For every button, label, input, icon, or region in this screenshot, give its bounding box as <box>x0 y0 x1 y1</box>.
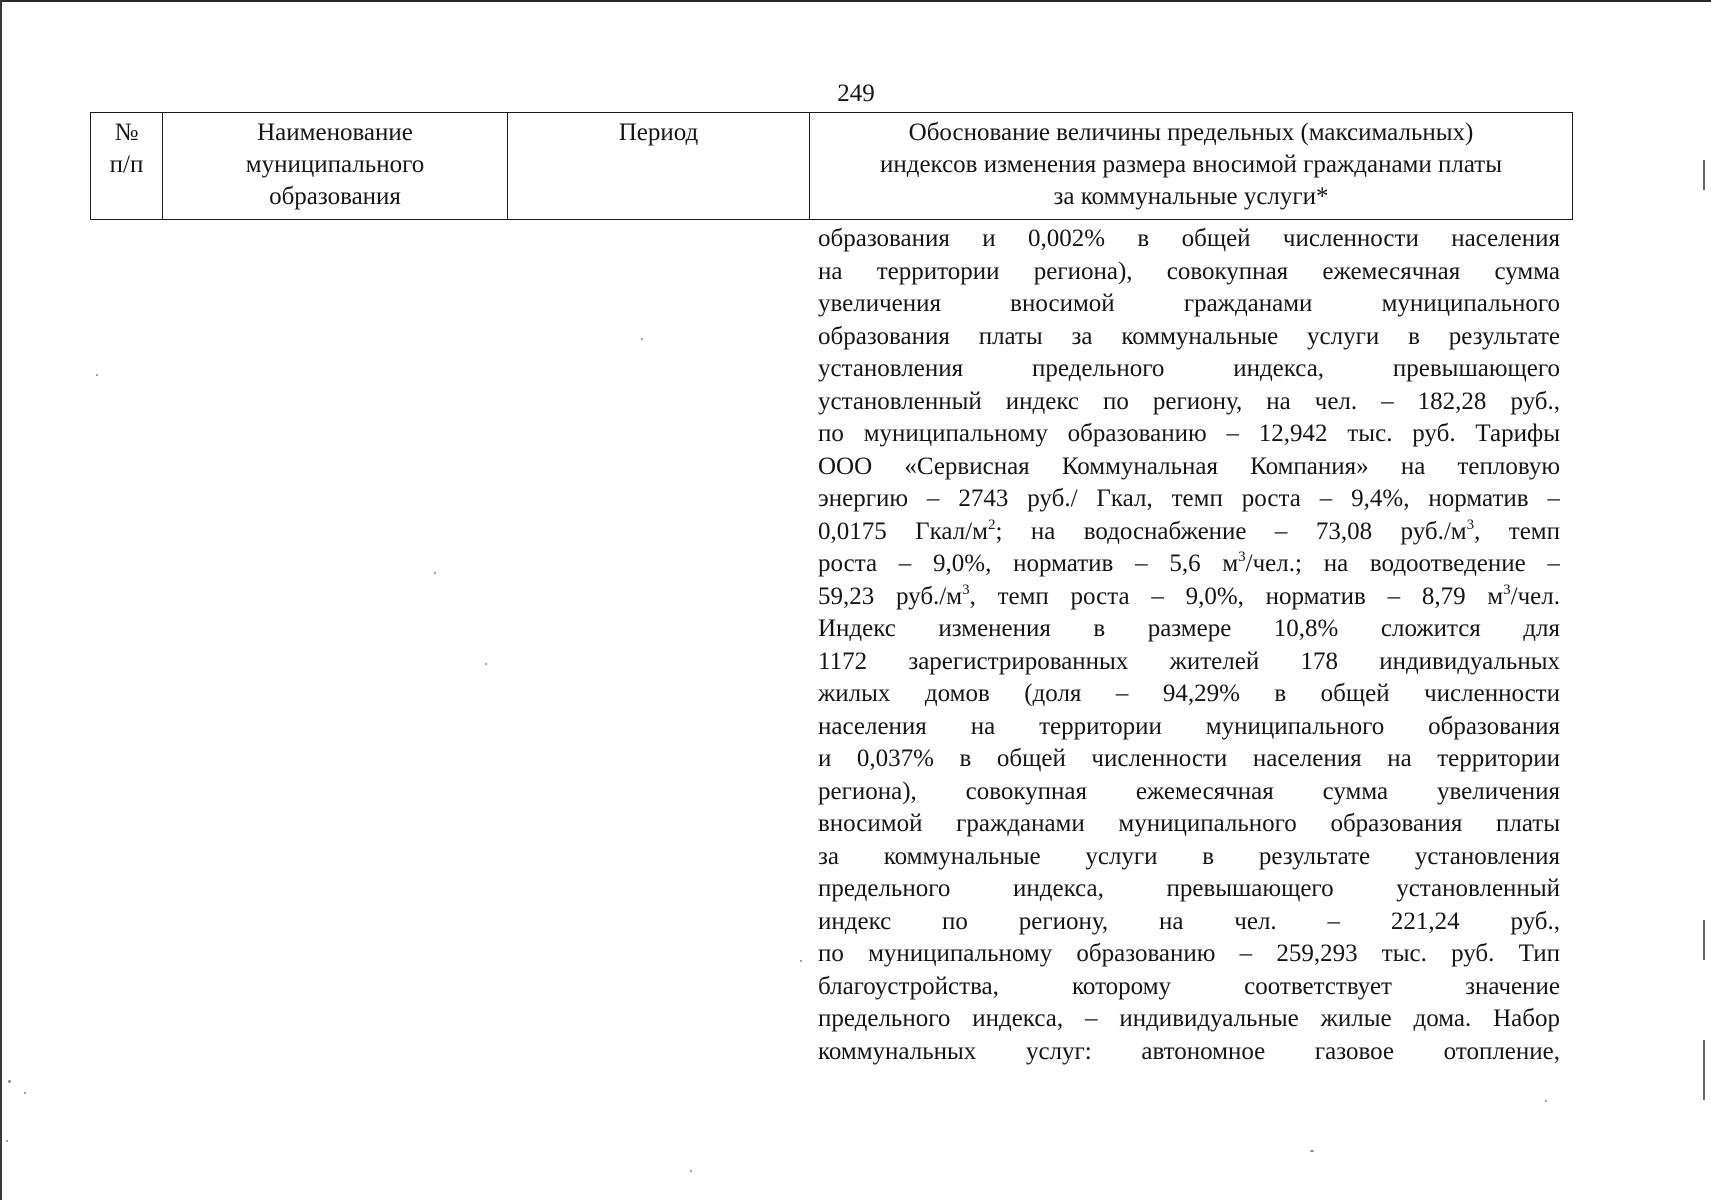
text-line: 1172 зарегистрированных жителей 178 индивидуальных <box>818 647 1560 675</box>
text-line: установленный индекс по региону, на чел. – 182,28 руб., <box>818 387 1560 415</box>
text-line: энергию – 2743 руб./ Гкал, темп роста – 9,4%, норматив – <box>818 485 1560 512</box>
header-text: Обоснование величины предельных (максимальных) <box>908 119 1474 146</box>
text-line <box>818 516 1560 549</box>
text-line: Индекс изменения в размере 10,8% сложится для <box>818 615 1560 642</box>
text-fragment: 0,0175 Гкал/м <box>818 517 988 545</box>
scan-speck <box>8 1080 11 1083</box>
text-fragment: ; на водоснабжение – 73,08 руб./м <box>995 517 1467 545</box>
scan-speck <box>1545 1100 1547 1102</box>
scan-speck <box>6 1140 8 1142</box>
page-number: 249 <box>837 80 875 107</box>
table-header <box>90 112 1573 220</box>
scan-speck <box>24 1092 26 1094</box>
scan-speck <box>485 663 487 665</box>
text-line <box>818 548 1560 581</box>
scan-speck <box>800 960 802 962</box>
scan-edge-left <box>0 0 2 1200</box>
text-line: за коммунальные услуги в результате установления <box>818 842 1560 870</box>
text-line: образования платы за коммунальные услуги в результате <box>818 322 1560 350</box>
text-line: региона), совокупная ежемесячная сумма увеличения <box>818 777 1560 805</box>
header-text: Период <box>618 119 699 146</box>
text-fragment: , темп <box>1474 517 1560 545</box>
text-line: по муниципальному образованию – 12,942 тыс. руб. Тарифы <box>818 420 1560 447</box>
header-text: муниципального <box>245 151 425 178</box>
text-line: жилых домов (доля – 94,29% в общей численности <box>818 680 1560 707</box>
superscript: 3 <box>1238 549 1246 565</box>
scan-edge-mark <box>1703 160 1705 190</box>
text-fragment: , темп роста – 9,0%, норматив – 8,79 м <box>969 582 1504 610</box>
header-text: п/п <box>109 151 144 178</box>
text-line: коммунальных услуг: автономное газовое отопление, <box>818 1037 1560 1065</box>
text-line: ООО «Сервисная Коммунальная Компания» на тепловую <box>818 452 1560 480</box>
header-cell-municipality <box>163 113 508 219</box>
text-fragment: 59,23 руб./м <box>818 582 963 610</box>
header-text: № <box>114 119 139 146</box>
superscript: 3 <box>962 581 970 598</box>
text-line: установления предельного индекса, превышающего <box>818 355 1560 382</box>
header-cell-period <box>508 113 810 219</box>
scan-speck <box>96 374 98 376</box>
header-cell-justification <box>810 113 1572 219</box>
text-fragment: /чел. <box>1510 582 1560 610</box>
text-line: индекс по региону, на чел. – 221,24 руб., <box>818 907 1560 935</box>
text-line <box>818 581 1560 614</box>
scan-speck <box>1310 1150 1314 1152</box>
text-line: вносимой гражданами муниципального образования платы <box>818 810 1560 837</box>
text-line: населения на территории муниципального образования <box>818 712 1560 740</box>
text-line: предельного индекса, превышающего установленный <box>818 875 1560 902</box>
superscript: 2 <box>987 516 996 533</box>
superscript: 3 <box>1466 516 1475 533</box>
text-line: образования и 0,002% в общей численности населения <box>818 225 1560 252</box>
scan-speck <box>641 338 643 340</box>
text-line: увеличения вносимой гражданами муниципального <box>818 290 1560 317</box>
header-text: за коммунальные услуги* <box>1053 183 1329 210</box>
text-fragment: /чел.; на водоотведение – <box>1245 550 1560 577</box>
text-fragment: роста – 9,0%, норматив – 5,6 м <box>818 550 1239 577</box>
header-text: индексов изменения размера вносимой гражданами платы <box>879 151 1503 178</box>
header-text: Наименование <box>257 119 413 146</box>
text-line: предельного индекса, – индивидуальные жилые дома. Набор <box>818 1005 1560 1032</box>
text-line: и 0,037% в общей численности населения на территории <box>818 745 1560 772</box>
scan-edge-top <box>0 0 1711 2</box>
scan-edge-mark <box>1703 1040 1705 1100</box>
text-line: на территории региона), совокупная ежемесячная сумма <box>818 257 1560 285</box>
header-cell-number <box>91 113 163 219</box>
header-text: образования <box>269 183 401 210</box>
superscript: 3 <box>1503 581 1511 598</box>
scan-edge-mark <box>1703 920 1705 960</box>
justification-text <box>818 223 1560 1068</box>
text-line: благоустройства, которому соответствует значение <box>818 972 1560 1000</box>
scan-speck <box>434 572 436 574</box>
text-line: по муниципальному образованию – 259,293 тыс. руб. Тип <box>818 940 1560 967</box>
scan-speck <box>690 1170 692 1172</box>
